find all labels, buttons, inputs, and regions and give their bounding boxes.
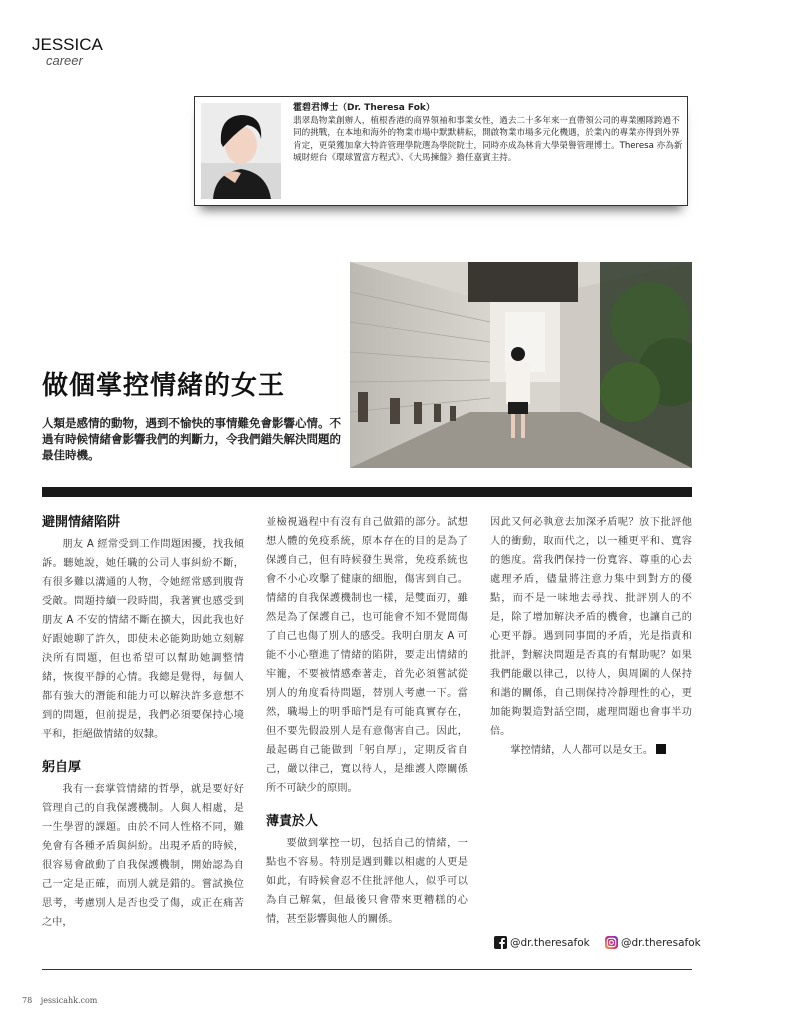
- page-footer: [22, 996, 103, 1005]
- author-portrait: [201, 103, 281, 199]
- end-mark-icon: [656, 744, 666, 754]
- magazine-brand: JESSICA: [32, 35, 103, 54]
- column-2: [266, 513, 468, 929]
- masthead: [32, 36, 103, 68]
- column-1: [42, 513, 244, 932]
- paragraph: 我有一套掌管情緒的哲學，就是要好好管理自己的自我保護機制。人與人相處，是一生學習的課題。由於不同人性格不同，難免會有各種矛盾與糾紛。出現矛盾的時候，很容易會啟動了自我保護機制，開始認為自己一定是正確，而別人就是錯的。嘗試換位思考，考慮別人是否也受了傷，或正在痛苦之中，: [42, 784, 244, 928]
- author-bio-text: [293, 102, 683, 165]
- paragraph: 朋友 A 經常受到工作問題困擾，找我傾訴。聽她說，她任職的公司人事糾紛不斷，有很多難以溝通的人物，令她經常感到腹背受敵。問題持續一段時間，我著實也感受到朋友 A 不安的情緒不斷在擴大，因此我也好好跟她聊了許久，即使未必能夠助她立刻解決所有問題，但也希望可以幫助她調整情緒，恢復平靜的心情。我總是覺得，每個人都有強大的潛能和能力可以解決許多意想不到的問題，但前提是，我們必須要保持心境平和，拒絕做情緒的奴隸。: [42, 539, 244, 740]
- instagram-icon: [605, 936, 618, 949]
- article-headline: 做個掌控情緒的女王: [42, 371, 286, 401]
- facebook-handle[interactable]: [494, 936, 590, 949]
- bottom-rule: [42, 969, 692, 970]
- page-number: 78: [22, 996, 33, 1005]
- paragraph: 並檢視過程中有沒有自己做錯的部分。試想想人體的免疫系統，原本存在的目的是為了保護自己，但有時候發生異常，免疫系統也會不小心攻擊了健康的細胞，傷害到自己。情緒的自我保護機制也一樣，是雙面刃，雖然是為了保護自己，也可能會不知不覺間傷了自己也傷了別人的感受。我明白朋友 A 可能不小心墮進了情緒的陷阱，要走出情緒的牢籠，不要被情感牽著走，首先必須嘗試從別人的角度看待問題，替別人考慮一下。當然，職場上的明爭暗鬥是有可能真實存在，但不要先假設別人是有意傷害自己。因此，最起碼自己能做到「躬自厚」，定期反省自己，嚴以律己，寬以待人，是維護人際關係所不可缺少的原則。: [266, 517, 468, 794]
- paragraph: 要做到掌控一切，包括自己的情緒，一點也不容易。特別是遇到難以相處的人更是如此，有時候會忍不住批評他人，似乎可以為自己解氣，但最後只會帶來更糟糕的心情，甚至影響與他人的關係。: [266, 838, 468, 925]
- closing-text: 掌控情緒，人人都可以是女王。: [510, 745, 654, 756]
- author-bio-box: [194, 96, 688, 206]
- section-label: career: [46, 53, 83, 68]
- feature-photo: [350, 262, 692, 468]
- column-3: [490, 513, 692, 760]
- author-description: 翡翠島物業創辦人，植根香港的商界領袖和事業女性，過去二十多年來一直帶領公司的專業團隊跨過不同的挑戰，在本地和海外的物業市場中默默耕耘，開啟物業市場多元化機遇，於業內的專業亦得到外界肯定，更榮獲加拿大特許管理學院選為學院院士，同時亦成為林肯大學榮譽管理博士。Theresa 亦為新城財經台《環球置富方程式》、《大馬揀盤》擔任嘉賓主持。: [293, 115, 683, 164]
- instagram-handle-text: @dr.theresafok: [621, 936, 701, 949]
- site-url: jessicahk.com: [40, 996, 98, 1005]
- top-rule: [42, 487, 692, 497]
- author-name: 霍碧君博士（Dr. Theresa Fok）: [293, 103, 435, 113]
- closing-paragraph: [490, 741, 692, 760]
- instagram-handle[interactable]: [605, 936, 701, 949]
- article-standfirst: 人類是感情的動物，遇到不愉快的事情難免會影響心情。不過有時候情緒會影響我們的判斷力，令我們錯失解決問題的最佳時機。: [42, 416, 341, 462]
- subhead-emotion-trap: 避開情緒陷阱: [42, 515, 121, 530]
- facebook-handle-text: @dr.theresafok: [510, 936, 590, 949]
- subhead-self-reflection: 躬自厚: [42, 760, 82, 775]
- paragraph: 因此又何必執意去加深矛盾呢？放下批評他人的衝動，取而代之，以一種更平和、寬容的態度。當我們保持一份寬容、尊重的心去處理矛盾，儘量將注意力集中到對方的優點，而不是一味地去尋找、批評別人的不是，除了增加解決矛盾的機會，也讓自己的心更平靜。遇到同事間的矛盾，光是指責和批評，對解決問題是否真的有幫助呢？如果我們能嚴以律己，以待人，與周圍的人保持和諧的關係，自己則保持冷靜理性的心，更加能夠製造對話空間，處理問題也會事半功倍。: [490, 517, 692, 737]
- facebook-icon: [494, 936, 507, 949]
- subhead-lenient-to-others: 薄責於人: [266, 814, 319, 829]
